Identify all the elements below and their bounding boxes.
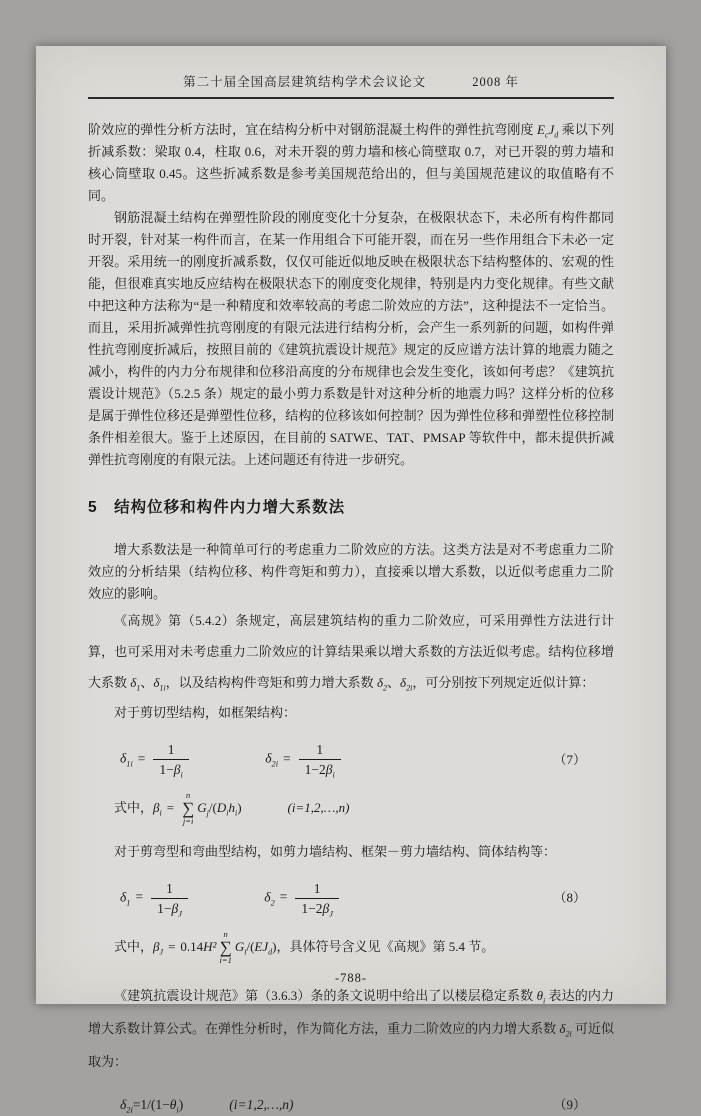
- equals-sign: =: [283, 750, 291, 766]
- subscript: 1i: [159, 683, 166, 693]
- paragraph: [88, 605, 614, 698]
- lead-sentence: 对于剪切型结构，如框架结构：: [114, 705, 297, 720]
- subscript: i: [332, 770, 335, 780]
- sigma-symbol: ∑: [219, 938, 232, 958]
- fraction-numerator: 1: [299, 742, 341, 760]
- text-run: 式中，: [114, 938, 154, 954]
- subscript: i: [234, 808, 238, 818]
- subscript: 2: [270, 897, 275, 907]
- equation-number: （8）: [553, 890, 586, 906]
- summation: [182, 791, 194, 827]
- fraction-numerator: 1: [151, 881, 188, 899]
- fraction-denominator: [299, 760, 341, 780]
- var-beta: β: [171, 900, 179, 916]
- sum-lower-limit: j=i: [182, 816, 194, 827]
- text-run: ，以及结构构件弯矩和剪力增大系数: [165, 675, 377, 690]
- sum-lower-limit: i=1: [219, 955, 232, 966]
- equation-term: [264, 880, 342, 919]
- section-heading: 5 结构位移和构件内力增大系数法: [88, 499, 346, 516]
- equation-number: （7）: [553, 751, 586, 767]
- fraction-denominator: [151, 899, 188, 919]
- var-H-squared: H²: [203, 938, 217, 954]
- formula-7-definition: [88, 791, 614, 827]
- var-delta: δ: [130, 675, 137, 690]
- fraction-denominator: [295, 899, 339, 919]
- var-EJ: EJ: [254, 938, 269, 954]
- lead-sentence: 对于剪弯型和弯曲型结构，如剪力墙结构、框架－剪力墙结构、筒体结构等：: [114, 843, 557, 859]
- equation-number: （9）: [553, 1097, 586, 1113]
- coefficient: 0.14: [180, 938, 204, 954]
- sum-upper-limit: n: [223, 928, 228, 939]
- subscript: i: [244, 947, 247, 957]
- var-theta: θ: [536, 988, 543, 1004]
- paragraph-continuation: [88, 119, 614, 207]
- sum-upper-limit: n: [186, 790, 191, 800]
- var-delta: δ: [120, 889, 127, 905]
- paragraph: 增大系数法是一种简单可行的考虑重力二阶效应的方法。这类方法是对不考虑重力二阶效应的分析结果（结构位移、构件弯矩和剪力），直接乘以增大系数，以近似考虑重力二阶效应的影响。: [88, 542, 614, 601]
- formula-8: [88, 880, 614, 919]
- den-text: 1−2: [304, 762, 326, 777]
- var-delta: δ: [120, 1097, 127, 1113]
- subscript: i: [159, 808, 162, 818]
- var-beta: β: [153, 938, 160, 954]
- math-text: =1/(1−: [132, 1097, 170, 1113]
- page-number: -788-: [334, 971, 368, 985]
- subscript: i: [180, 770, 183, 780]
- summation: [219, 930, 231, 966]
- conference-title: 第二十届全国高层建筑结构学术会议论文: [183, 75, 427, 89]
- header-rule: [88, 97, 614, 99]
- equals-sign: =: [279, 889, 288, 905]
- math-text: /(: [208, 799, 217, 815]
- paragraph: [88, 979, 614, 1078]
- fraction-numerator: 1: [153, 742, 188, 760]
- fraction: [151, 880, 188, 919]
- text-run: ，具体符号含义见《高规》第 5.4 节。: [276, 938, 495, 954]
- var-G: G: [197, 799, 207, 815]
- subscript: J: [159, 947, 164, 957]
- math-text: ): [272, 938, 277, 954]
- subscript: 1: [126, 897, 131, 907]
- text-run: 表达的内力增大系数计算公式。在弹性分析时，作为简化方法，重力二阶效应的内力增大系数: [88, 988, 614, 1037]
- text-run: 、: [387, 675, 401, 690]
- text-run: 、: [140, 675, 154, 690]
- text-run: 阶效应的弹性分析方法时，宜在结构分析中对钢筋混凝土构件的弹性抗弯刚度: [88, 122, 537, 137]
- formula-7: [88, 742, 614, 780]
- var-J: J: [548, 122, 555, 137]
- subscript: 2i: [126, 1106, 133, 1116]
- fraction: [153, 742, 188, 780]
- var-E: E: [536, 122, 545, 137]
- var-beta: β: [173, 762, 181, 777]
- var-delta: δ: [265, 750, 272, 766]
- subscript: i: [226, 808, 229, 818]
- math-text: ): [237, 799, 242, 815]
- scanned-paper-page: [36, 46, 666, 1116]
- equals-sign: =: [137, 750, 146, 766]
- fraction: [299, 742, 341, 780]
- text-run: 乘以下列折减系数：梁取 0.4，柱取 0.6，对未开裂的剪力墙和核心筒壁取 0.7，对已开裂的剪力墙和核心筒壁取 0.45。这些折减系数是参考美国规范给出的，但与美国规范建议的取值略有不同。: [88, 122, 614, 203]
- paper-body: [88, 119, 614, 1116]
- var-h: h: [228, 799, 235, 815]
- formula-8-definition: [88, 930, 614, 966]
- var-delta: δ: [120, 750, 127, 766]
- page-header: [88, 72, 614, 90]
- index-range: (i=1,2,…,n): [287, 799, 350, 815]
- subscript: 1: [136, 683, 141, 693]
- equation-term: [120, 880, 191, 919]
- equals-sign: =: [168, 938, 176, 954]
- conference-year: 2008 年: [472, 75, 519, 89]
- text-run: 《建筑抗震设计规范》第（3.6.3）条的条文说明中给出了以楼层稳定系数: [114, 988, 537, 1004]
- subscript: i: [176, 1106, 179, 1116]
- text-run: 《高规》第（5.4.2）条规定，高层建筑结构的重力二阶效应，可采用弹性方法进行计算，也可采用对未考虑重力二阶效应的计算结果乘以增大系数的方法近似考虑。结构位移增大系数: [88, 613, 614, 690]
- var-theta: θ: [169, 1097, 177, 1113]
- var-delta: δ: [264, 889, 271, 905]
- subscript: 1i: [126, 759, 133, 769]
- subscript: 2: [382, 683, 388, 693]
- fraction-numerator: 1: [295, 881, 339, 899]
- var-beta: β: [325, 762, 333, 777]
- subscript: i: [542, 996, 546, 1006]
- equation-term: [265, 742, 344, 780]
- var-beta: β: [322, 900, 330, 916]
- fraction: [295, 880, 339, 919]
- subscript: j: [206, 808, 209, 818]
- sigma-symbol: ∑: [182, 799, 195, 819]
- var-delta: δ: [559, 1021, 566, 1037]
- text-run: 可近似取为：: [88, 1021, 614, 1070]
- text-run: ，可分别按下列规定近似计算：: [412, 675, 595, 690]
- subscript: 2i: [271, 759, 279, 769]
- equals-sign: =: [166, 799, 175, 815]
- equals-sign: =: [135, 889, 144, 905]
- var-delta: δ: [153, 675, 160, 690]
- var-beta: β: [153, 799, 160, 815]
- den-text: 1−2: [301, 900, 323, 916]
- math-text: /(: [246, 938, 255, 954]
- formula-9: [88, 1094, 614, 1116]
- subscript: J: [329, 909, 333, 919]
- subscript: d: [554, 130, 559, 140]
- var-D: D: [216, 799, 227, 815]
- equation-term: [120, 742, 192, 780]
- subscript: c: [544, 130, 549, 140]
- den-text: 1−: [157, 900, 172, 916]
- math-text: ): [178, 1097, 184, 1113]
- subscript: 2i: [406, 683, 413, 693]
- var-delta: δ: [400, 675, 407, 690]
- index-range: (i=1,2,…,n): [229, 1097, 294, 1113]
- fraction-denominator: [153, 760, 188, 780]
- den-text: 1−: [159, 762, 174, 777]
- var-G: G: [234, 938, 245, 954]
- subscript: J: [178, 909, 182, 919]
- var-delta: δ: [376, 675, 383, 690]
- paragraph: 钢筋混凝土结构在弹塑性阶段的刚度变化十分复杂，在极限状态下，未必所有构件都同时开裂，针对某一构件而言，在某一作用组合下可能开裂，而在另一些作用组合下未必一定开裂。采用统一的刚度折减系数，仅仅可能近似地反映在极限状态下结构整体的、宏观的性能，但很难真实地反应结构在极限状态下的刚度变化规律，特别是内力变化规律。有些文献中把这种方法称为“是一种精度和效率较高的考虑二阶效应的方法”，这种提法不一定恰当。而且，采用折减弹性抗弯刚度的有限元法进行结构分析，会产生一系列新的问题，如构件弹性抗弯刚度折减后，按照目前的《建筑抗震设计规范》规定的反应谱方法计算的地震力随之减小，构件的内力分布规律和位移沿高度的分布规律也会发生变化，该如何考虑？《建筑抗震设计规范》（5.2.5 条）规定的最小剪力系数是针对这种分析的地震力吗？这样分析的位移是属于弹性位移还是弹塑性位移，结构的位移该如何控制？因为弹性位移和弹塑性位移控制条件相差很大。鉴于上述原因，在目前的 SATWE、TAT、PMSAP 等软件中，都未提供折减弹性抗弯刚度的有限元法。上述问题还有待进一步研究。: [88, 210, 614, 467]
- subscript: 2i: [565, 1029, 572, 1039]
- subscript: d: [268, 947, 273, 957]
- text-run: 式中，: [114, 799, 154, 815]
